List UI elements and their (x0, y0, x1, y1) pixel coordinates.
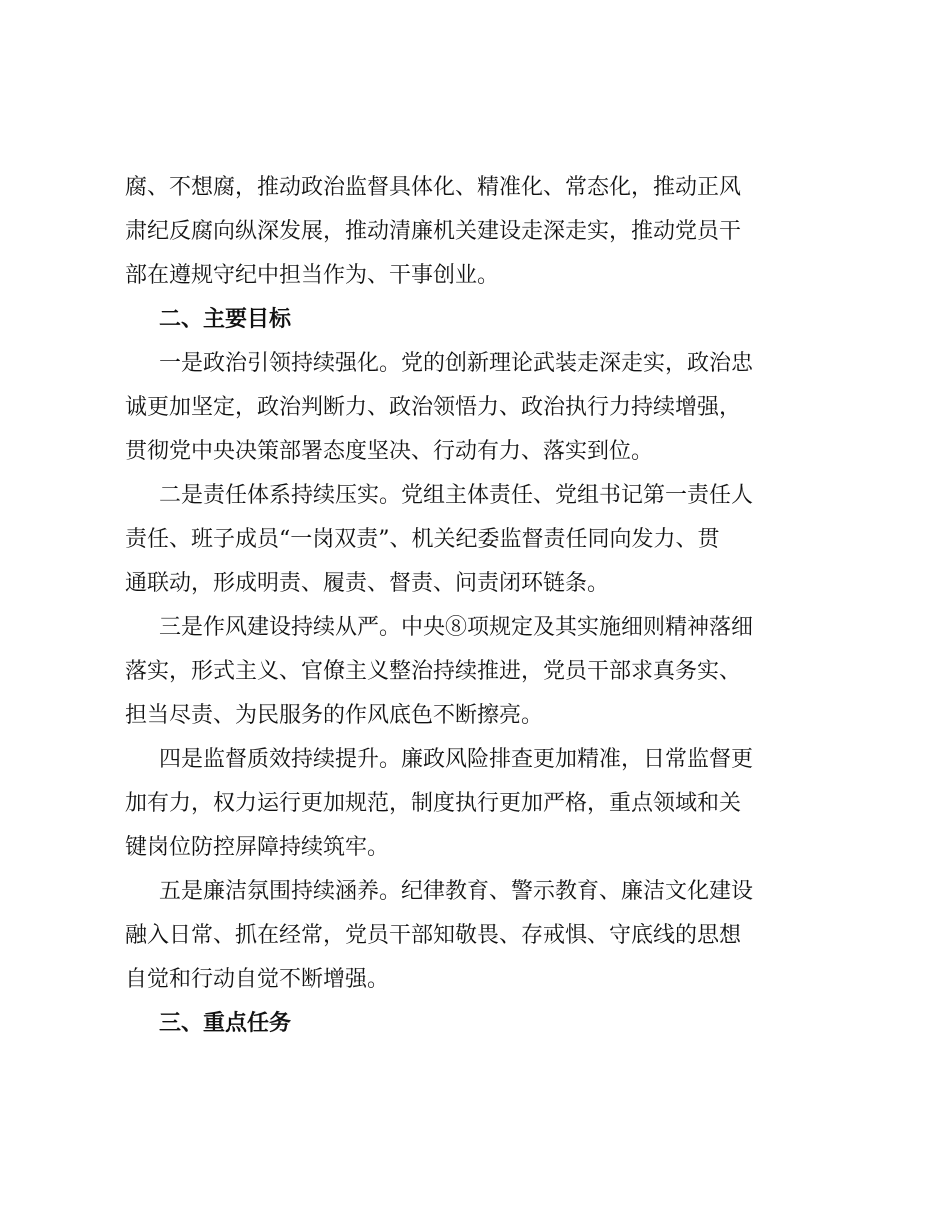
intro-line-1: 腐、不想腐，推动政治监督具体化、精准化、常态化，推动正风 (125, 175, 742, 200)
section-heading-main-goals: 二、主要目标 (159, 307, 292, 332)
goal3-line-1: 三是作风建设持续从严。中央⑧项规定及其实施细则精神落细 (159, 615, 754, 640)
goal1-line-3: 贯彻党中央决策部署态度坚决、行动有力、落实到位。 (125, 439, 654, 464)
goal4-line-2: 加有力，权力运行更加规范，制度执行更加严格，重点领域和关 (125, 791, 742, 816)
goal4-line-3: 键岗位防控屏障持续筑牢。 (125, 835, 390, 860)
intro-line-3: 部在遵规守纪中担当作为、干事创业。 (125, 263, 500, 288)
goal1-line-1: 一是政治引领持续强化。党的创新理论武装走深走实，政治忠 (159, 351, 754, 376)
intro-line-2: 肃纪反腐向纵深发展，推动清廉机关建设走深走实，推动党员干 (125, 219, 742, 244)
goal3-line-3: 担当尽责、为民服务的作风底色不断擦亮。 (125, 703, 544, 728)
section-heading-key-tasks: 三、重点任务 (159, 1011, 292, 1036)
goal5-line-2: 融入日常、抓在经常，党员干部知敬畏、存戒惧、守底线的思想 (125, 923, 742, 948)
goal2-line-2: 责任、班子成员“一岗双责”、机关纪委监督责任同向发力、贯 (125, 527, 720, 552)
goal1-line-2: 诚更加坚定，政治判断力、政治领悟力、政治执行力持续增强， (125, 395, 742, 420)
goal5-line-3: 自觉和行动自觉不断增强。 (125, 967, 390, 992)
goal3-line-2: 落实，形式主义、官僚主义整治持续推进，党员干部求真务实、 (125, 659, 742, 684)
goal2-line-3: 通联动，形成明责、履责、督责、问责闭环链条。 (125, 571, 610, 596)
goal5-line-1: 五是廉洁氛围持续涵养。纪律教育、警示教育、廉洁文化建设 (159, 879, 754, 904)
goal4-line-1: 四是监督质效持续提升。廉政风险排查更加精准，日常监督更 (159, 747, 754, 772)
goal2-line-1: 二是责任体系持续压实。党组主体责任、党组书记第一责任人 (159, 483, 754, 508)
